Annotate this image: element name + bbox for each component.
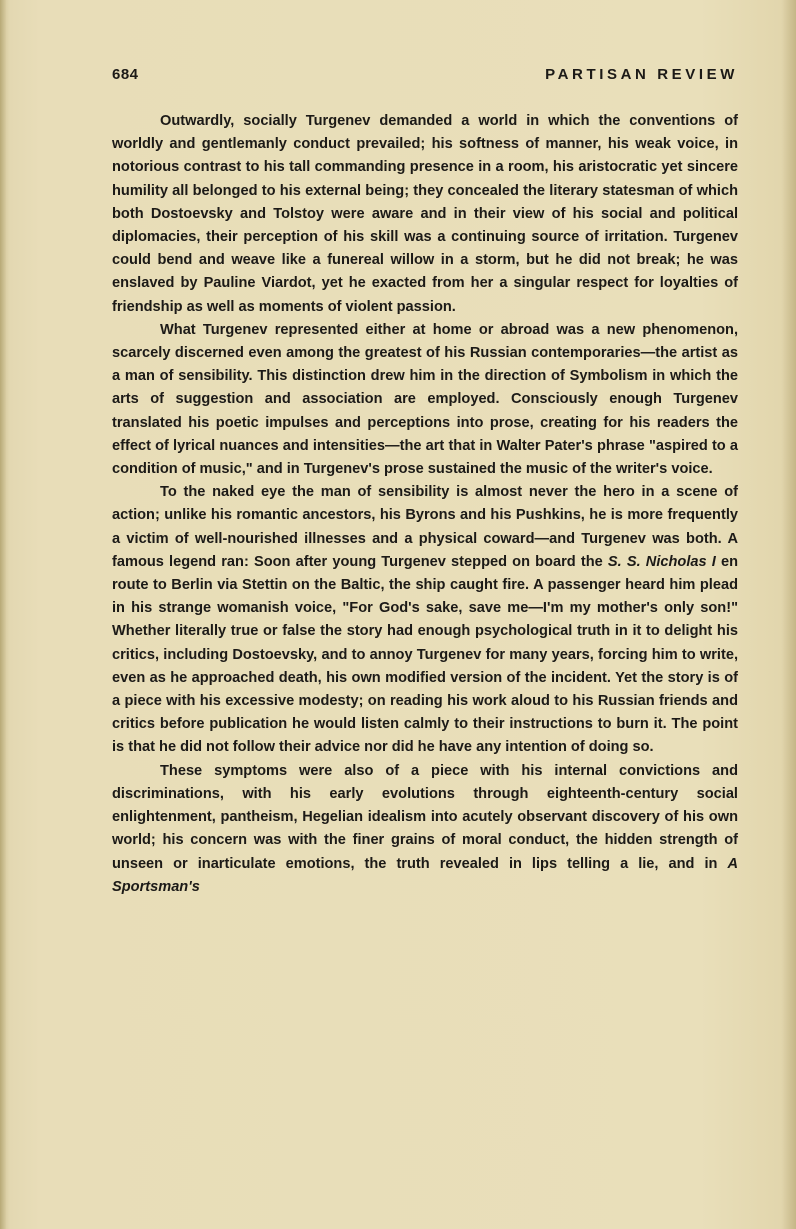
paragraph-text: To the naked eye the man of sensibility is almost never the hero in a scene of action; unlike his romantic ancestors, his Byrons and his Pushkins, he is more frequently a victim of well-nourished illnesses and a physical coward—and Turgenev was both. A famous legend ran: Soon after young Turgenev stepped on board the [112, 484, 738, 570]
paragraph [112, 110, 738, 319]
paragraph [112, 319, 738, 481]
body-text [112, 110, 738, 899]
page-header [112, 66, 738, 88]
page-edge-shadow [782, 0, 796, 1229]
paragraph-text: Outwardly, socially Turgenev demanded a world in which the conventions of worldly and gentlemanly conduct prevailed; his softness of manner, his weak voice, in notorious contrast to his tall commanding presence in a room, his aristocratic yet sincere humility all belonged to his external being; they concealed the literary statesman of which both Dostoevsky and Tolstoy were aware and in their view of his social and political diplomacies, their perception of his skill was a continuing source of irritation. Turgenev could bend and weave like a funereal willow in a storm, but he did not break; he was enslaved by Pauline Viardot, yet he exacted from her a singular respect for loyalties of friendship as well as moments of violent passion. [112, 113, 738, 315]
page-number: 684 [112, 66, 139, 83]
paragraph [112, 760, 738, 899]
running-head: PARTISAN REVIEW [545, 66, 738, 83]
paragraph-text: en route to Berlin via Stettin on the Baltic, the ship caught fire. A passenger heard him plead in his strange womanish voice, "For God's sake, save me—I'm my mother's only son!" Whether literally true or false the story had enough psychological truth in it to delight his critics, including Dostoevsky, and to annoy Turgenev for many years, forcing him to write, even as he approached death, his own modified version of the incident. Yet the story is of a piece with his excessive modesty; on reading his work aloud to his Russian friends and critics before publication he would listen calmly to their instructions to burn it. The point is that he did not follow their advice nor did he have any intention of doing so. [112, 553, 738, 756]
paragraph-text: These symptoms were also of a piece with his internal convictions and discriminations, with his early evolutions through eighteenth-century social enlightenment, pantheism, Hegelian idealism into acutely observant discovery of his own world; his concern was with the finer grains of moral conduct, the hidden strength of unseen or inarticulate emotions, the truth revealed in lips telling a lie, and in [112, 762, 738, 872]
paragraph-text: What Turgenev represented either at home or abroad was a new phenomenon, scarcely discerned even among the greatest of his Russian contemporaries—the artist as a man of sensibility. This distinction drew him in the direction of Symbolism in which the arts of suggestion and association are employed. Consciously enough Turgenev translated his poetic impulses and perceptions into prose, creating for his readers the effect of lyrical nuances and intensities—the art that in Walter Pater's phrase "aspired to a condition of music," and in Turgenev's prose sustained the music of the writer's voice. [112, 321, 738, 478]
italic-title: S. S. Nicholas I [607, 553, 716, 570]
paragraph [112, 481, 738, 759]
page-gutter-shadow [0, 0, 6, 1229]
italic-title: A Sportsman's [112, 855, 738, 895]
